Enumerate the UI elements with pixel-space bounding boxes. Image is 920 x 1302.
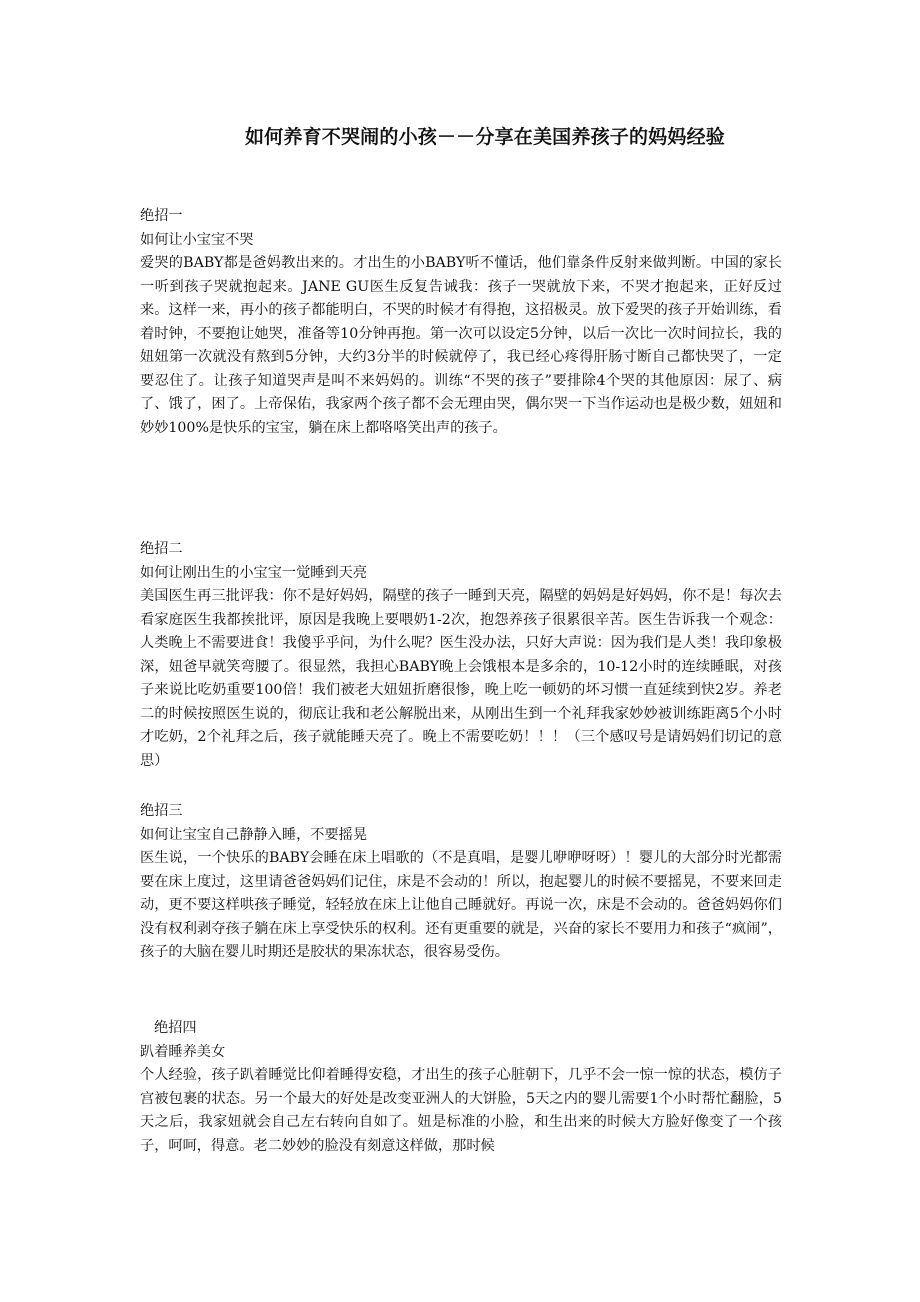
- section-subheading: 趴着睡养美女: [140, 1043, 226, 1060]
- section-heading: 绝招四: [154, 1020, 197, 1036]
- section-heading: 绝招二: [140, 541, 183, 557]
- section-trick-2: [140, 538, 782, 773]
- section-trick-4: [140, 1017, 782, 1158]
- section-body: 个人经验，孩子趴着睡觉比仰着睡得安稳，才出生的孩子心脏朝下，几乎不会一惊一惊的状态，模仿子宫被包裹的状态。另一个最大的好处是改变亚洲人的大饼脸，5天之内的婴儿需要1个小时帮忙翻脸，5天之后，我家妞就会自己左右转向自如了。妞是标准的小脸，和生出来的时候大方脸好像变了一个孩子，呵呵，得意。老二妙妙的脸没有刻意这样做，那时候: [140, 1067, 782, 1154]
- section-heading: 绝招一: [140, 208, 183, 224]
- section-subheading: 如何让小宝宝不哭: [140, 231, 254, 248]
- document-title: 如何养育不哭闹的小孩－－分享在美国养孩子的妈妈经验: [244, 126, 725, 148]
- section-subheading: 如何让刚出生的小宝宝一觉睡到天亮: [140, 564, 368, 581]
- section-trick-1: [140, 205, 782, 440]
- section-subheading: 如何让宝宝自己静静入睡，不要摇晃: [140, 826, 368, 843]
- section-trick-3: [140, 800, 782, 965]
- section-body: 爱哭的BABY都是爸妈教出来的。才出生的小BABY听不懂话，他们靠条件反射来做判断。中国的家长一听到孩子哭就抱起来。JANE GU医生反复告诫我：孩子一哭就放下来，不哭才抱起来，正好反过来。这样一来，再小的孩子都能明白，不哭的时候才有得抱，这招极灵。放下爱哭的孩子开始训练，看着时钟，不要抱让她哭，准备等10分钟再抱。第一次可以设定5分钟，以后一次比一次时间拉长，我的妞妞第一次就没有熬到5分钟，大约3分半的时候就停了，我已经心疼得肝肠寸断自己都快哭了，一定要忍住了。让孩子知道哭声是叫不来妈妈的。训练“不哭的孩子”要排除4个哭的其他原因：尿了、病了、饿了，困了。上帝保佑，我家两个孩子都不会无理由哭，偶尔哭一下当作运动也是极少数，妞妞和妙妙100%是快乐的宝宝，躺在床上都咯咯笑出声的孩子。: [140, 255, 782, 436]
- section-body: 美国医生再三批评我：你不是好妈妈，隔壁的孩子一睡到天亮，隔壁的妈妈是好妈妈，你不是！每次去看家庭医生我都挨批评，原因是我晚上要喂奶1-2次，抱怨养孩子很累很辛苦。医生告诉我一个观念：人类晚上不需要进食！我傻乎乎问，为什么呢？医生没办法，只好大声说：因为我们是人类！我印象极深，妞爸早就笑弯腰了。很显然，我担心BABY晚上会饿根本是多余的，10-12小时的连续睡眠，对孩子来说比吃奶重要100倍！我们被老大妞妞折磨很惨，晚上吃一顿奶的坏习惯一直延续到快2岁。养老二的时候按照医生说的，彻底让我和老公解脱出来，从刚出生到一个礼拜我家妙妙被训练距离5个小时才吃奶，2个礼拜之后，孩子就能睡天亮了。晚上不需要吃奶！！！（三个感叹号是请妈妈们切记的意思）: [140, 588, 782, 769]
- section-heading: 绝招三: [140, 803, 183, 819]
- section-body: 医生说，一个快乐的BABY会睡在床上唱歌的（不是真唱，是婴儿咿咿呀呀）！婴儿的大部分时光都需要在床上度过，这里请爸爸妈妈们记住，床是不会动的！所以，抱起婴儿的时候不要摇晃，不要来回走动，更不要这样哄孩子睡觉，轻轻放在床上让他自己睡就好。再说一次，床是不会动的。爸爸妈妈你们没有权利剥夺孩子躺在床上享受快乐的权利。还有更重要的就是，兴奋的家长不要用力和孩子“疯闹”，孩子的大脑在婴儿时期还是胶状的果冻状态，很容易受伤。: [140, 850, 782, 960]
